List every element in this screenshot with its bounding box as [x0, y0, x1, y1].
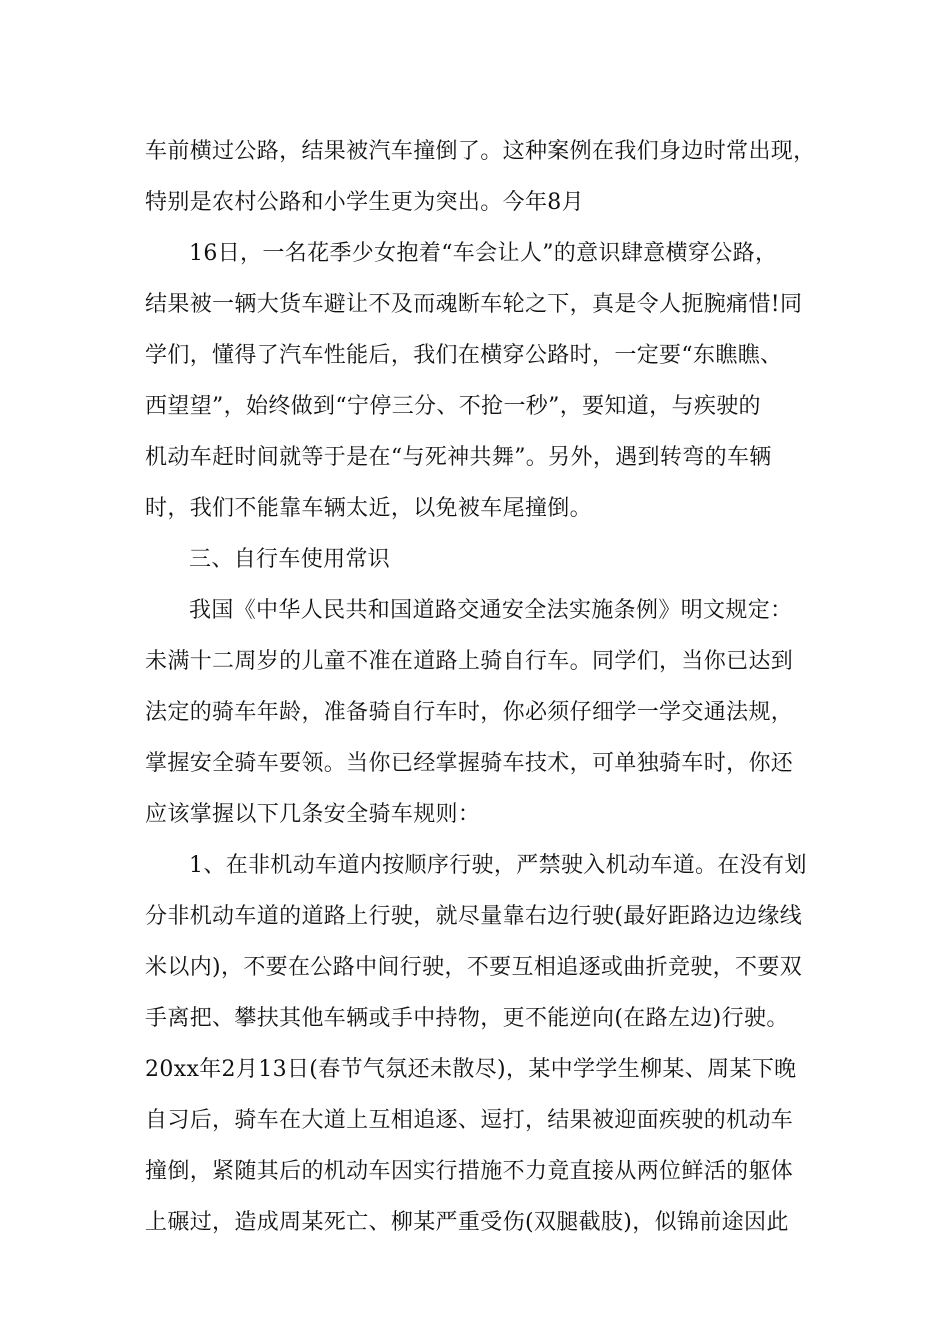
text-line: 车前横过公路，结果被汽车撞倒了。这种案例在我们身边时常出现， [145, 139, 816, 164]
paragraph-line: 1、在非机动车道内按顺序行驶，严禁驶入机动车道。在没有划 [189, 853, 807, 878]
text-line: 20xx年2月13日(春节气氛还未散尽)，某中学学生柳某、周某下晚 [145, 1057, 797, 1082]
text-line: 撞倒，紧随其后的机动车因实行措施不力竟直接从两位鲜活的躯体 [145, 1159, 794, 1184]
text-line: 自习后，骑车在大道上互相追逐、逗打，结果被迎面疾驶的机动车 [145, 1108, 794, 1133]
text-line: 学们，懂得了汽车性能后，我们在横穿公路时，一定要“东瞧瞧、 [145, 343, 783, 368]
text-line: 西望望”，始终做到“宁停三分、不抢一秒”，要知道，与疾驶的 [145, 394, 761, 419]
paragraph-line: 16日，一名花季少女抱着“车会让人”的意识肆意横穿公路， [189, 241, 778, 266]
section-heading: 三、自行车使用常识 [189, 547, 391, 572]
text-line: 分非机动车道的道路上行驶，就尽量靠右边行驶(最好距路边边缘线 [145, 904, 803, 929]
text-line: 法定的骑车年龄，准备骑自行车时，你必须仔细学一学交通法规， [145, 700, 794, 725]
text-line: 时，我们不能靠车辆太近，以免被车尾撞倒。 [145, 496, 593, 521]
body-text [145, 126, 816, 1248]
text-line: 未满十二周岁的儿童不准在道路上骑自行车。同学们，当你已达到 [145, 649, 794, 674]
text-line: 应该掌握以下几条安全骑车规则： [145, 802, 481, 827]
text-line: 掌握安全骑车要领。当你已经掌握骑车技术，可单独骑车时，你还 [145, 751, 794, 776]
text-line: 特别是农村公路和小学生更为突出。今年8月 [145, 190, 584, 215]
paragraph-line: 我国《中华人民共和国道路交通安全法实施条例》明文规定： [189, 598, 793, 623]
text-line: 手离把、攀扶其他车辆或手中持物，更不能逆向(在路左边)行驶。 [145, 1006, 789, 1031]
text-line: 上碾过，造成周某死亡、柳某严重受伤(双腿截肢)，似锦前途因此 [145, 1210, 789, 1235]
text-line: 结果被一辆大货车避让不及而魂断车轮之下，真是令人扼腕痛惜!同 [145, 292, 803, 317]
text-line: 机动车赶时间就等于是在“与死神共舞”。另外，遇到转弯的车辆 [145, 445, 772, 470]
text-line: 米以内)，不要在公路中间行驶，不要互相追逐或曲折竞驶，不要双 [145, 955, 803, 980]
